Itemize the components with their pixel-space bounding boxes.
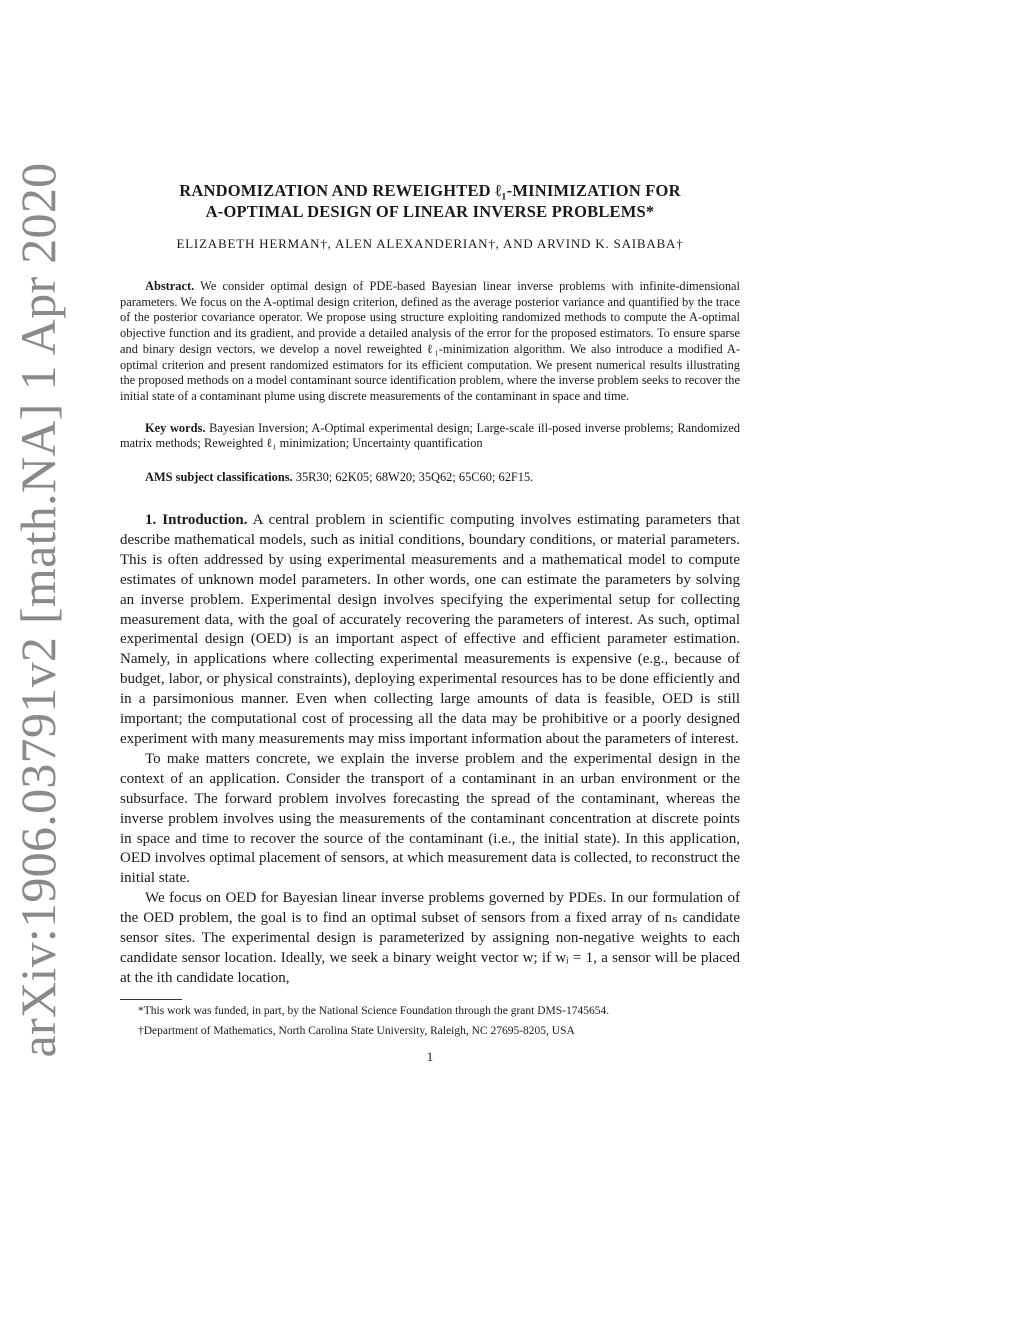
paper-page [120, 180, 740, 1065]
author-list: ELIZABETH HERMAN†, ALEN ALEXANDERIAN†, AND ARVIND K. SAIBABA† [176, 236, 684, 251]
paper-title [120, 180, 740, 222]
section-title: Introduction. [162, 512, 248, 529]
title-line-2: A-OPTIMAL DESIGN OF LINEAR INVERSE PROBLEMS* [205, 202, 655, 221]
arxiv-id: arXiv:1906.03791v2 [math.NA] 1 Apr 2020 [10, 162, 66, 1058]
paragraph-1-text: A central problem in scientific computing involves estimating parameters that describe mathematical models, such as initial conditions, boundary conditions, or material parameters. This is often addressed by using experimental measurements and a mathematical model to compute estimates of unknown model parameters. In other words, one can estimate the parameters by solving an inverse problem. Experimental design involves specifying the experimental setup for collecting measurement data, with the goal of accurately recovering the parameters of interest. As such, optimal experimental design (OED) is an important aspect of effective and efficient parameter estimation. Namely, in applications where collecting experimental measurements is expensive (e.g., because of budget, labor, or physical constraints), deploying experimental resources has to be done efficiently and in a parsimonious manner. Even when collecting large amounts of data is feasible, OED is still important; the computational cost of processing all the data may be prohibitive or a poorly designed experiment with many measurements may miss important information about the parameters of interest. [120, 512, 740, 747]
arxiv-identifier-sidebar [8, 0, 68, 1325]
footnote-funding: *This work was funded, in part, by the National Science Foundation through the grant DMS-1745654. [138, 1004, 610, 1017]
keywords [120, 421, 740, 452]
keywords-label: Key words. [145, 420, 206, 435]
intro-paragraph-3: We focus on OED for Bayesian linear inverse problems governed by PDEs. In our formulation of the OED problem, the goal is to find an optimal subset of sensors from a fixed array of nₛ candidate sensor sites. The experimental design is parameterized by assigning non-negative weights to each candidate sensor location. Ideally, we seek a binary weight vector w; if wᵢ = 1, a sensor will be placed at the ith candidate location, [120, 890, 740, 986]
ams-classifications [120, 470, 740, 485]
ams-label: AMS subject classifications. [145, 470, 293, 485]
intro-paragraph-2: To make matters concrete, we explain the inverse problem and the experimental design in the context of an application. Consider the transport of a contaminant in an urban environment or the subsurface. The forward problem involves forecasting the spread of the contaminant, whereas the inverse problem involves using the measurements of the contaminant concentration at discrete points in space and time to recover the source of the contaminant (i.e., the initial state). In this application, OED involves optimal placement of sensors, at which measurement data is collected, to reconstruct the initial state. [120, 750, 740, 887]
title-line-1: RANDOMIZATION AND REWEIGHTED ℓ₁-MINIMIZATION FOR [179, 181, 681, 200]
abstract-label: Abstract. [145, 279, 195, 293]
page-number: 1 [426, 1048, 434, 1064]
abstract [120, 279, 740, 405]
abstract-text: We consider optimal design of PDE-based Bayesian linear inverse problems with infinite-dimensional parameters. We focus on the A-optimal design criterion, defined as the average posterior variance and quantified by the trace of the posterior covariance operator. We propose using structure exploiting randomized methods to compute the A-optimal objective function and its gradient, and provide a detailed analysis of the error for the proposed estimators. To ensure sparse and binary design vectors, we develop a novel reweighted ℓ₁-minimization algorithm. We also introduce a modified A-optimal criterion and present randomized estimators for its efficient computation. We present numerical results illustrating the proposed methods on a model contaminant source identification problem, where the inverse problem seeks to recover the initial state of a contaminant plume using discrete measurements of the contaminant in space and time. [120, 279, 740, 403]
footnote-rule [120, 999, 182, 1000]
ams-text: 35R30; 62K05; 68W20; 35Q62; 65C60; 62F15. [295, 470, 534, 485]
footnote-affiliation: †Department of Mathematics, North Carolina State University, Raleigh, NC 27695-8205, USA [138, 1024, 575, 1037]
section-number: 1. [145, 512, 157, 529]
keywords-text: Bayesian Inversion; A-Optimal experimental design; Large-scale ill-posed inverse problems; Randomized matrix methods; Reweighted ℓ₁ minimization; Uncertainty quantification [120, 420, 740, 451]
intro-paragraph-1 [120, 511, 740, 750]
